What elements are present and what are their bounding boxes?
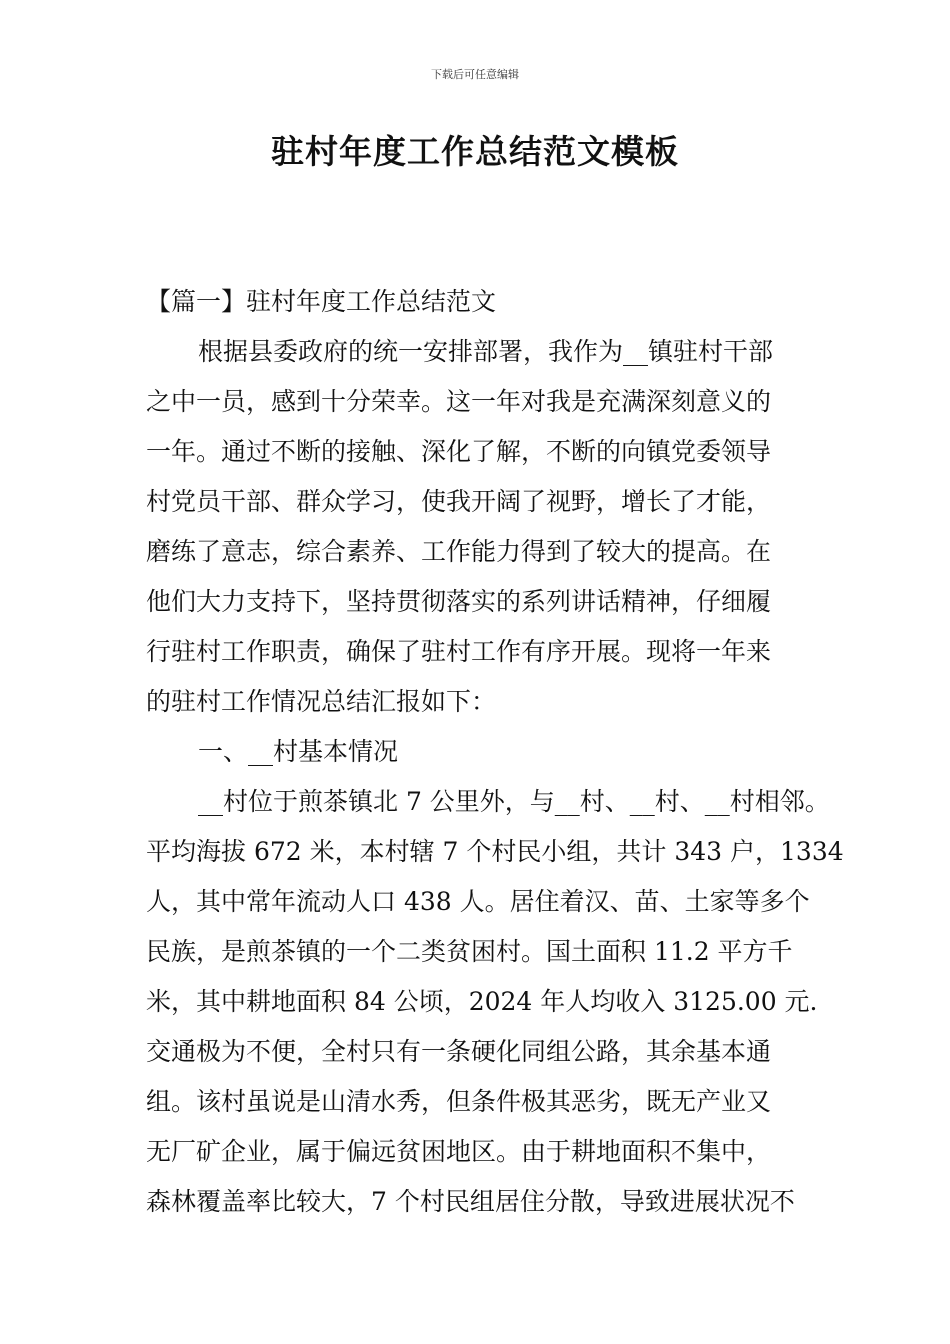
- text-line: __村位于煎茶镇北 7 公里外，与__村、__村、__村相邻。: [198, 787, 830, 816]
- text-line: 米，其中耕地面积 84 公顷，2024 年人均收入 3125.00 元.: [146, 987, 818, 1016]
- text-line: 一、__村基本情况: [198, 737, 399, 766]
- document-title: 驻村年度工作总结范文模板: [271, 132, 679, 171]
- text-line: 组。该村虽说是山清水秀，但条件极其恶劣，既无产业又: [146, 1087, 772, 1116]
- document-body: [146, 277, 846, 1227]
- text-line: 之中一员，感到十分荣幸。这一年对我是充满深刻意义的: [146, 387, 772, 416]
- text-line: 交通极为不便，全村只有一条硬化同组公路，其余基本通: [146, 1037, 772, 1066]
- text-line: 磨练了意志，综合素养、工作能力得到了较大的提高。在: [146, 537, 772, 566]
- text-line: 森林覆盖率比较大，7 个村民组居住分散，导致进展状况不: [146, 1187, 795, 1216]
- text-line: 人，其中常年流动人口 438 人。居住着汉、苗、土家等多个: [146, 887, 810, 916]
- text-line: 他们大力支持下，坚持贯彻落实的系列讲话精神，仔细履: [146, 587, 772, 616]
- text-line: 【篇一】驻村年度工作总结范文: [146, 287, 497, 316]
- text-line: 村党员干部、群众学习，使我开阔了视野，增长了才能，: [146, 487, 772, 516]
- text-line: 的驻村工作情况总结汇报如下：: [146, 687, 497, 716]
- text-line: 一年。通过不断的接触、深化了解，不断的向镇党委领导: [146, 437, 772, 466]
- text-line: 行驻村工作职责，确保了驻村工作有序开展。现将一年来: [146, 637, 772, 666]
- text-line: 平均海拔 672 米，本村辖 7 个村民小组，共计 343 户，1334: [146, 837, 844, 866]
- text-line: 根据县委政府的统一安排部署，我作为__镇驻村干部: [198, 337, 774, 366]
- text-line: 无厂矿企业，属于偏远贫困地区。由于耕地面积不集中，: [146, 1137, 772, 1166]
- text-line: 民族，是煎茶镇的一个二类贫困村。国土面积 11.2 平方千: [146, 937, 793, 966]
- header-note: 下载后可任意编辑: [431, 68, 519, 81]
